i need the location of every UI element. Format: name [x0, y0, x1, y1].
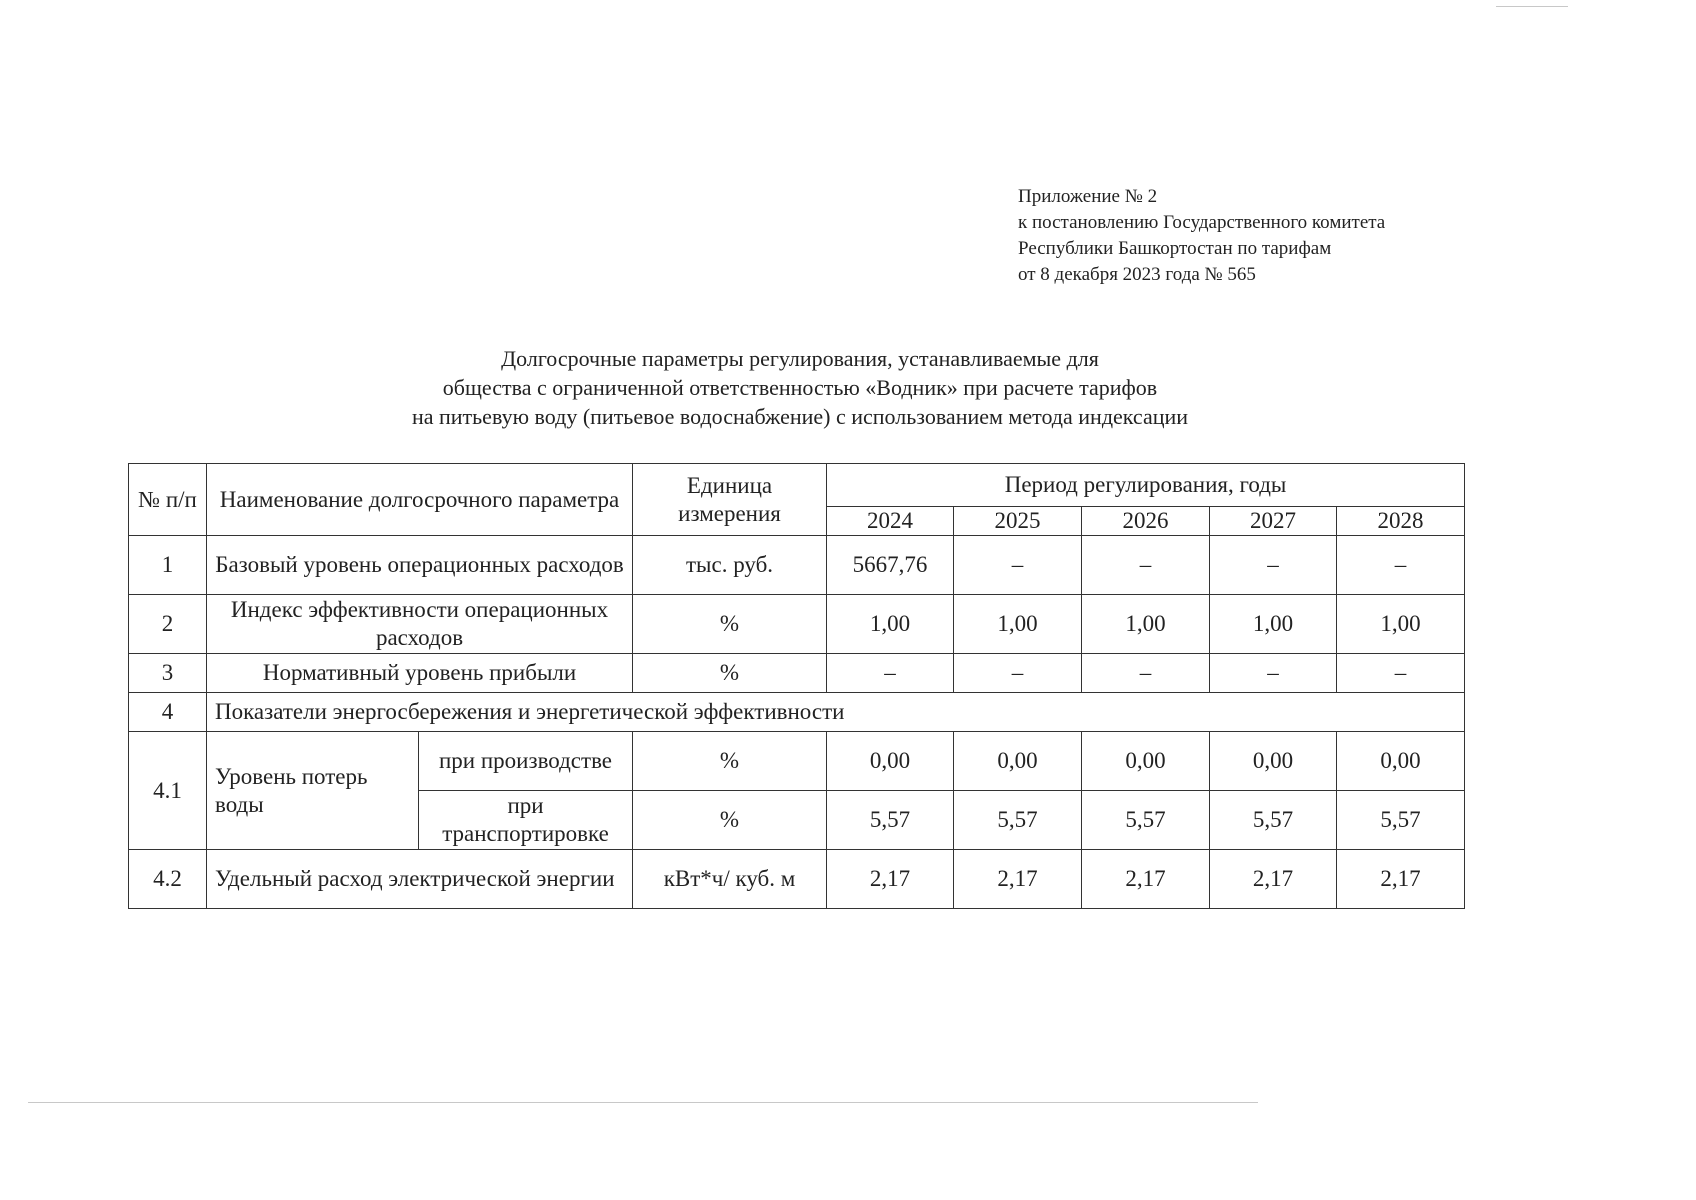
row-name: Удельный расход электрической энергии: [207, 850, 633, 909]
row-num: 2: [129, 595, 207, 654]
row-value: 0,00: [954, 732, 1082, 791]
row-value: –: [954, 654, 1082, 693]
appendix-line-3: Республики Башкортостан по тарифам: [1018, 238, 1332, 259]
row-value: 5,57: [954, 791, 1082, 850]
header-unit: Единица измерения: [633, 464, 827, 536]
row-value: –: [1337, 654, 1465, 693]
row-value: 1,00: [827, 595, 954, 654]
row-value: 5,57: [1082, 791, 1210, 850]
row-sub-label: при производстве: [419, 732, 633, 791]
row-value: 0,00: [827, 732, 954, 791]
row-name: Нормативный уровень прибыли: [207, 654, 633, 693]
row-value: –: [1082, 654, 1210, 693]
header-year: 2024: [827, 507, 954, 536]
row-unit: кВт*ч/ куб. м: [633, 850, 827, 909]
row-value: 2,17: [1210, 850, 1337, 909]
row-unit: %: [633, 654, 827, 693]
row-value: 0,00: [1082, 732, 1210, 791]
table-row: [129, 732, 1465, 791]
appendix-block: [1018, 184, 1385, 288]
table-row: [129, 536, 1465, 595]
row-unit: %: [633, 791, 827, 850]
row-unit: %: [633, 595, 827, 654]
row-value: 2,17: [1337, 850, 1465, 909]
row-sub-label: при транспортировке: [419, 791, 633, 850]
title-line-1: Долгосрочные параметры регулирования, устанавливаемые для: [501, 346, 1099, 371]
parameters-table: [128, 463, 1465, 909]
row-num: 4.1: [129, 732, 207, 850]
section-title: Показатели энергосбережения и энергетической эффективности: [207, 693, 1465, 732]
table-row: [129, 595, 1465, 654]
header-period: Период регулирования, годы: [827, 464, 1465, 507]
row-unit: тыс. руб.: [633, 536, 827, 595]
row-value: 0,00: [1210, 732, 1337, 791]
row-value: 2,17: [1082, 850, 1210, 909]
table-row-section: [129, 693, 1465, 732]
header-year: 2027: [1210, 507, 1337, 536]
header-row: [129, 464, 1465, 507]
row-value: –: [827, 654, 954, 693]
row-value: 5,57: [1210, 791, 1337, 850]
row-num: 4: [129, 693, 207, 732]
row-num: 4.2: [129, 850, 207, 909]
table-row: [129, 654, 1465, 693]
header-num: № п/п: [129, 464, 207, 536]
row-value: –: [1082, 536, 1210, 595]
row-name: Уровень потерь воды: [207, 732, 419, 850]
document-title: [300, 344, 1300, 431]
row-num: 3: [129, 654, 207, 693]
appendix-line-2: к постановлению Государственного комитета: [1018, 212, 1386, 233]
appendix-line-1: Приложение № 2: [1018, 186, 1158, 207]
header-year: 2025: [954, 507, 1082, 536]
row-value: 1,00: [1082, 595, 1210, 654]
row-unit: %: [633, 732, 827, 791]
table-row: [129, 850, 1465, 909]
row-value: 2,17: [827, 850, 954, 909]
row-value: –: [1210, 536, 1337, 595]
row-value: 1,00: [1210, 595, 1337, 654]
row-name: Базовый уровень операционных расходов: [207, 536, 633, 595]
title-line-2: общества с ограниченной ответственностью «Водник» при расчете тарифов: [442, 375, 1158, 400]
row-value: 5667,76: [827, 536, 954, 595]
appendix-line-4: от 8 декабря 2023 года № 565: [1018, 264, 1256, 285]
row-value: 1,00: [954, 595, 1082, 654]
row-value: 5,57: [827, 791, 954, 850]
row-num: 1: [129, 536, 207, 595]
row-value: –: [1210, 654, 1337, 693]
row-value: 1,00: [1337, 595, 1465, 654]
scan-artifact-line: [1496, 6, 1568, 7]
header-year: 2028: [1337, 507, 1465, 536]
row-name: Индекс эффективности операционных расходов: [207, 595, 633, 654]
row-value: –: [954, 536, 1082, 595]
header-year: 2026: [1082, 507, 1210, 536]
row-value: 2,17: [954, 850, 1082, 909]
title-line-3: на питьевую воду (питьевое водоснабжение) с использованием метода индексации: [411, 404, 1189, 429]
row-value: 0,00: [1337, 732, 1465, 791]
scan-artifact-line: [28, 1102, 1258, 1103]
header-name: Наименование долгосрочного параметра: [207, 464, 633, 536]
row-value: –: [1337, 536, 1465, 595]
row-value: 5,57: [1337, 791, 1465, 850]
